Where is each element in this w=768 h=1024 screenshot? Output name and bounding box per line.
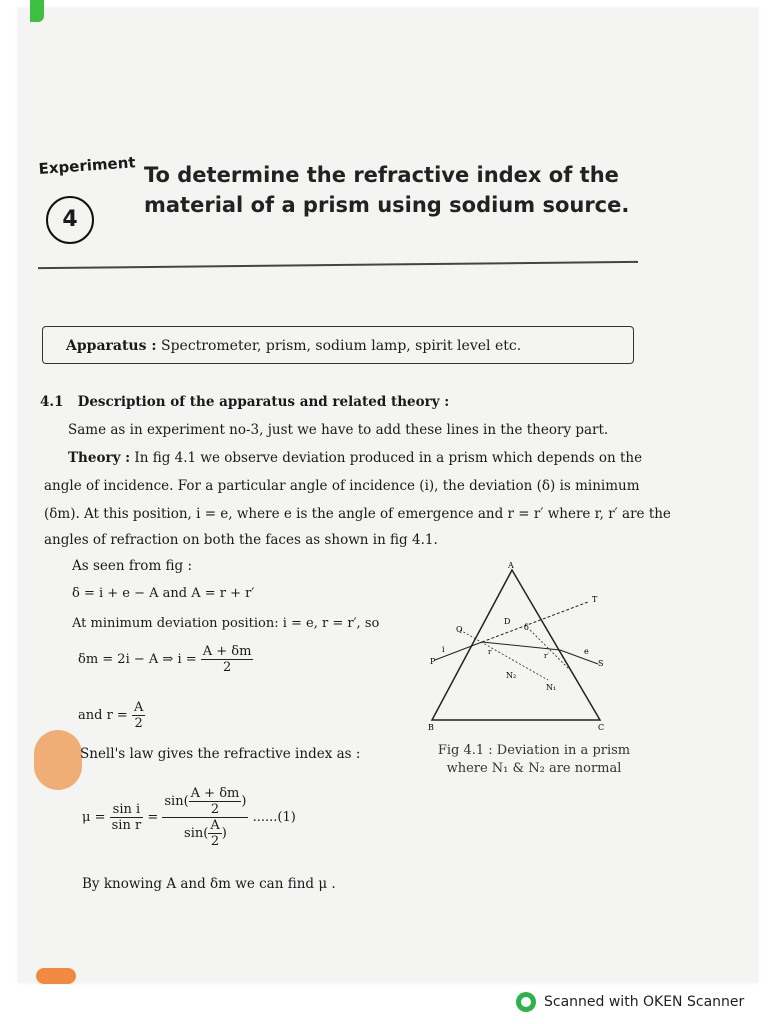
experiment-label: Experiment [38, 153, 137, 178]
section-number: 4.1 [40, 394, 64, 410]
apparatus-list: Spectrometer, prism, sodium lamp, spirit level etc. [160, 338, 522, 354]
sin-ratio-bottom: sin( $\frac{A}{2}$ ) [184, 818, 227, 849]
label-a: A [508, 561, 514, 570]
sin-bot-den: 2 [210, 834, 220, 849]
label-p: P [430, 657, 436, 666]
label-n2: N₂ [506, 671, 517, 680]
green-tab-decoration [30, 0, 44, 22]
caption-line-1: Fig 4.1 : Deviation in a prism [437, 743, 631, 758]
eq2-lhs: δm = 2i − A ⇒ i = [78, 652, 197, 667]
section-title: Description of the apparatus and related theory : [77, 394, 450, 410]
label-r: r [488, 648, 492, 656]
sin-top-fn: sin [164, 794, 184, 809]
sin-top-frac [189, 786, 242, 817]
eq2-denominator: 2 [222, 660, 232, 675]
label-n1: N₁ [546, 683, 557, 692]
mu-equals: = [147, 810, 159, 825]
section-heading [40, 394, 449, 410]
mu-fraction [110, 802, 144, 833]
eq2-numerator: A + δm [202, 644, 252, 659]
intro-line: Same as in experiment no-3, just we have to add these lines in the theory part. [68, 422, 609, 438]
theory-label: Theory : [68, 450, 131, 466]
title-line-2: material of a prism using sodium source. [144, 193, 630, 217]
theory-line-1 [68, 450, 642, 466]
equation-ref: ......(1) [252, 810, 296, 825]
sin-ratio [162, 786, 248, 849]
sin-top-den: 2 [210, 802, 220, 817]
apparatus-text [66, 338, 521, 354]
label-r2: r′ [544, 652, 549, 660]
mu-lhs: μ = [82, 810, 106, 825]
label-i: i [442, 645, 445, 654]
finger-shadow-bottom [36, 968, 76, 984]
sin-ratio-top: sin( $\frac{A + \delta m}{2}$ ) [164, 786, 247, 817]
apparatus-label: Apparatus : [66, 338, 157, 354]
finger-shadow-top [34, 730, 82, 790]
snell-line: Snell's law gives the refractive index as : [80, 746, 361, 762]
eq3-denominator: 2 [134, 716, 143, 731]
theory-line-3: (δm). At this position, i = e, where e is the angle of emergence and r = r′ where r, r′ are the [44, 506, 671, 522]
mu-numerator: sin i [110, 802, 144, 818]
equation-2 [78, 644, 253, 675]
label-q: Q [456, 625, 463, 634]
prism-diagram [420, 560, 620, 735]
normal-n2 [460, 630, 548, 680]
eq3-lhs: and r = [78, 708, 128, 723]
theory-line-2: angle of incidence. For a particular angle of incidence (i), the deviation (δ) is minimum [44, 478, 640, 494]
scanner-logo-icon [516, 992, 536, 1012]
label-s: S [598, 659, 604, 668]
sin-top-num: A + δm [190, 786, 240, 801]
snell-equation [82, 786, 296, 849]
label-t: T [592, 595, 598, 604]
refracted-ray [482, 642, 560, 650]
label-d: D [504, 617, 511, 626]
theory-text-1: In fig 4.1 we observe deviation produced in a prism which depends on the [134, 450, 643, 466]
equation-3 [78, 700, 145, 731]
label-c: C [598, 723, 605, 732]
scanner-watermark [516, 990, 744, 1014]
label-b: B [428, 723, 434, 732]
eq2-fraction [201, 644, 254, 675]
label-e: e [584, 647, 589, 656]
seen-from-fig: As seen from fig : [72, 558, 193, 574]
sin-bot-fn: sin [184, 826, 204, 841]
scanner-text: Scanned with OKEN Scanner [544, 994, 745, 1010]
label-delta: δ [524, 623, 529, 632]
title-line-1: To determine the refractive index of the [144, 163, 619, 187]
equation-1: δ = i + e − A and A = r + r′ [72, 586, 255, 601]
sin-bot-num: A [210, 818, 220, 833]
sin-bot-frac [208, 818, 221, 849]
experiment-number: 4 [46, 196, 94, 244]
min-deviation-line: At minimum deviation position: i = e, r = r′, so [72, 616, 380, 631]
mu-denominator: sin r [111, 818, 142, 833]
figure-caption [424, 742, 644, 778]
experiment-title [144, 160, 644, 220]
theory-line-4: angles of refraction on both the faces as shown in fig 4.1. [44, 532, 438, 548]
eq3-numerator: A [133, 700, 144, 715]
caption-line-2: where N₁ & N₂ are normal [446, 761, 622, 776]
final-line: By knowing A and δm we can find μ . [82, 876, 336, 892]
eq3-fraction [132, 700, 145, 731]
